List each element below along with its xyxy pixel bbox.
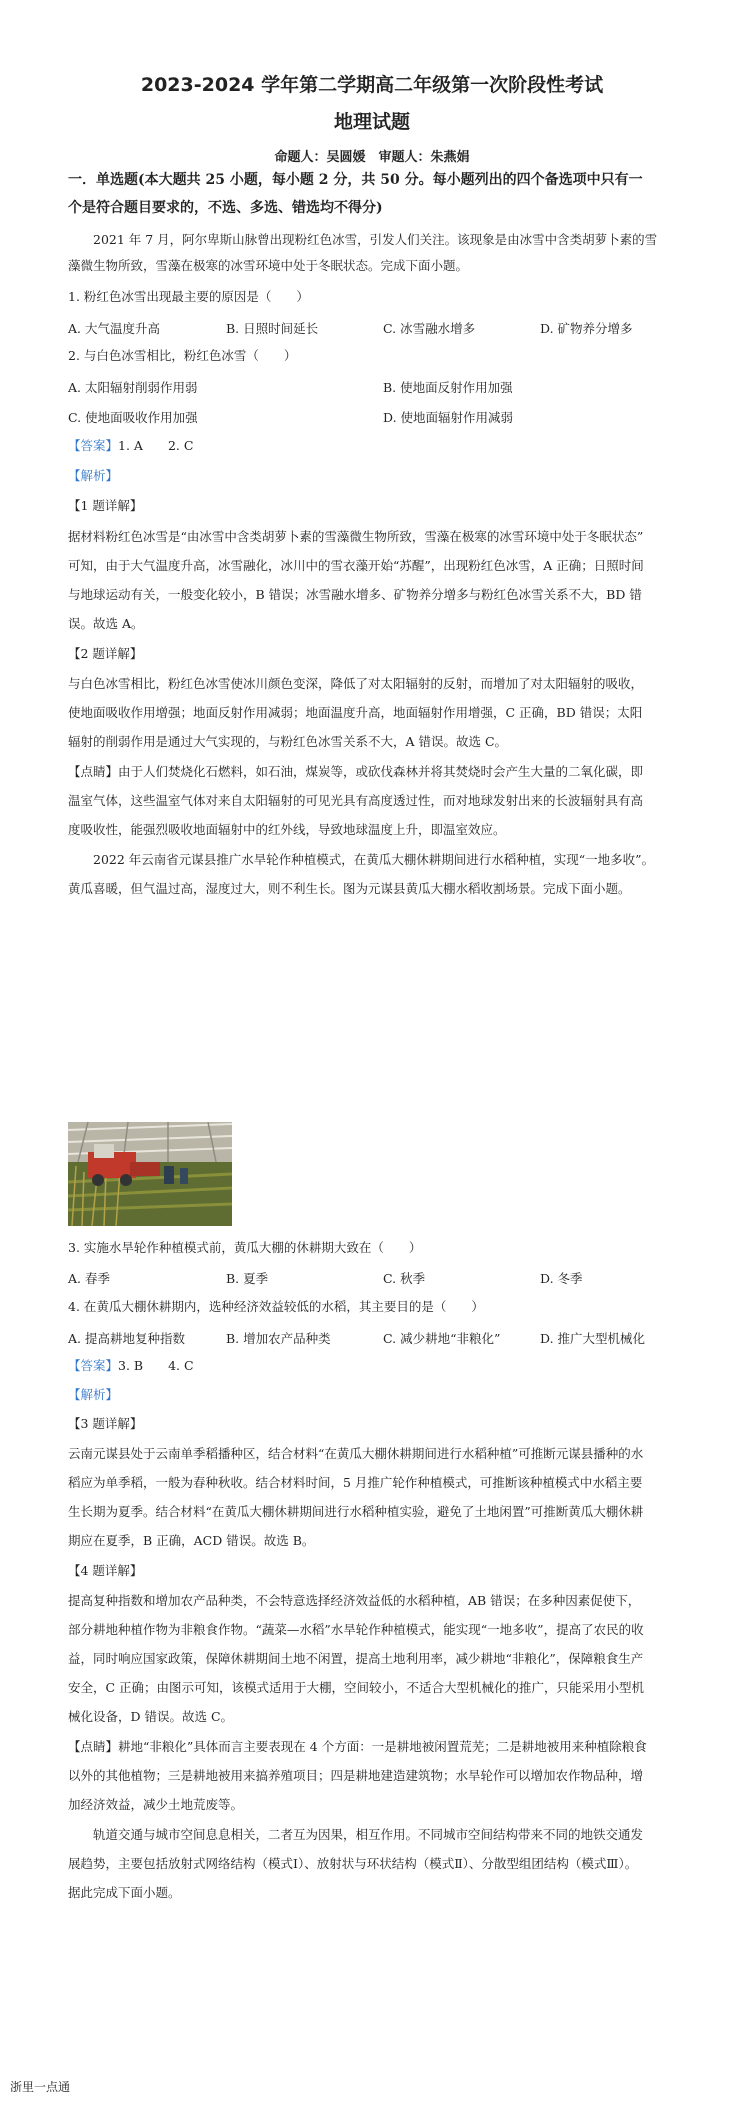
tip-1-line1	[68, 764, 643, 780]
detail-1-tag: 【1 题详解】	[68, 498, 143, 513]
tip-1-line2: 温室气体，这些温室气体对来自太阳辐射的可见光具有高度透过性，而对地球发射出来的长波辐射具有高	[68, 793, 644, 808]
detail-3-line2: 稻应为单季稻，一般为春种秋收。结合材料时间，5 月推广轮作种植模式，可推断该种植模式中水稻主要	[68, 1475, 643, 1490]
detail-2-line1: 与白色冰雪相比，粉红色冰雪使冰川颜色变深，降低了对太阳辐射的反射，而增加了对太阳辐射的吸收，	[68, 676, 644, 691]
detail-3-line4: 期应在夏季，B 正确，ACD 错误。故选 B。	[68, 1533, 315, 1548]
detail-2-line3: 辐射的削弱作用是通过大气实现的，与粉红色冰雪关系不大，A 错误。故选 C。	[68, 734, 508, 749]
passage2-line1: 2022 年云南省元谋县推广水旱轮作种植模式，在黄瓜大棚休耕期间进行水稻种植，实现“一地多收”。	[93, 852, 655, 867]
detail-1-line4: 误。故选 A。	[68, 616, 144, 631]
question-1-stem: 1. 粉红色冰雪出现最主要的原因是（ ）	[68, 289, 309, 304]
answer-text: 1. A 2. C	[118, 438, 194, 453]
tip-2-line1	[68, 1739, 647, 1755]
q3-option-d: D. 冬季	[540, 1271, 583, 1286]
answer-text: 3. B 4. C	[118, 1358, 194, 1373]
question-4-stem: 4. 在黄瓜大棚休耕期内，选种经济效益较低的水稻，其主要目的是（ ）	[68, 1299, 484, 1314]
passage2-line2: 黄瓜喜暖，但气温过高，湿度过大，则不利生长。图为元谋县黄瓜大棚水稻收割场景。完成下面小题。	[68, 881, 631, 896]
q2-option-d: D. 使地面辐射作用减弱	[383, 410, 514, 425]
answer-2	[68, 1358, 194, 1374]
footer-watermark: 浙里一点通	[10, 2080, 71, 2094]
detail-1-line2: 可知，由于大气温度升高，冰雪融化，冰川中的雪衣藻开始“苏醒”，出现粉红色冰雪，A 正确；日照时间	[68, 558, 644, 573]
tip-1-text: 由于人们焚烧化石燃料，如石油，煤炭等，或砍伐森林并将其焚烧时会产生大量的二氧化碳，即	[118, 764, 644, 779]
passage1-line1: 2021 年 7 月，阿尔卑斯山脉曾出现粉红色冰雪，引发人们关注。该现象是由冰雪中含类胡萝卜素的雪	[93, 232, 658, 247]
question-2-stem: 2. 与白色冰雪相比，粉红色冰雪（ ）	[68, 348, 297, 363]
answer-tag: 【答案】	[68, 438, 119, 453]
q4-option-b: B. 增加农产品种类	[226, 1331, 331, 1346]
q2-option-b: B. 使地面反射作用加强	[383, 380, 513, 395]
detail-3-tag: 【3 题详解】	[68, 1416, 143, 1431]
passage3-line1: 轨道交通与城市空间息息相关，二者互为因果，相互作用。不同城市空间结构带来不同的地铁交通发	[93, 1827, 644, 1842]
answer-1	[68, 438, 193, 454]
exam-title: 2023-2024 学年第二学期高二年级第一次阶段性考试	[140, 74, 604, 96]
detail-4-line2: 部分耕地种植作物为非粮食作物。“蔬菜—水稻”水旱轮作种植模式，能实现“一地多收”，提高了农民的收	[68, 1622, 644, 1637]
question-3-stem: 3. 实施水旱轮作种植模式前，黄瓜大棚的休耕期大致在（ ）	[68, 1240, 422, 1255]
detail-4-tag: 【4 题详解】	[68, 1563, 143, 1578]
detail-2-tag: 【2 题详解】	[68, 646, 143, 661]
section-heading-line1: 一．单选题(本大题共 25 小题，每小题 2 分，共 50 分。每小题列出的四个备选项中只有一	[68, 172, 643, 188]
q3-option-c: C. 秋季	[383, 1271, 426, 1286]
tip-tag: 【点睛】	[68, 1739, 119, 1754]
q4-option-a: A. 提高耕地复种指数	[68, 1331, 185, 1346]
section-heading-line2: 个是符合题目要求的，不选、多选、错选均不得分)	[68, 200, 383, 216]
detail-4-line3: 益，同时响应国家政策，保障休耕期间土地不闲置，提高土地利用率，减少耕地“非粮化”，保障粮食生产	[68, 1651, 644, 1666]
analysis-tag-2: 【解析】	[68, 1387, 119, 1402]
q4-option-d: D. 推广大型机械化	[540, 1331, 646, 1346]
tip-1-line3: 度吸收性，能强烈吸收地面辐射中的红外线，导致地球温度上升，即温室效应。	[68, 822, 506, 837]
q2-option-a: A. 太阳辐射削弱作用弱	[68, 380, 198, 395]
detail-3-line3: 生长期为夏季。结合材料“在黄瓜大棚休耕期间进行水稻种植实验，避免了土地闲置”可推断黄瓜大棚休耕	[68, 1504, 644, 1519]
authors-line: 命题人：吴圆媛 审题人：朱燕娟	[274, 150, 470, 165]
detail-4-line4: 安全，C 正确；由图示可知，该模式适用于大棚，空间较小，不适合大型机械化的推广，只能采用小型机	[68, 1680, 645, 1695]
detail-4-line1: 提高复种指数和增加农产品种类，不会特意选择经济效益低的水稻种植，AB 错误；在多种因素促使下，	[68, 1593, 641, 1608]
detail-3-line1: 云南元谋县处于云南单季稻播种区，结合材料“在黄瓜大棚休耕期间进行水稻种植”可推断元谋县播种的水	[68, 1446, 644, 1461]
tip-2-line2: 以外的其他植物；三是耕地被用来搞养殖项目；四是耕地建造建筑物；水旱轮作可以增加农作物品种，增	[68, 1768, 644, 1783]
analysis-tag-1: 【解析】	[68, 468, 119, 483]
greenhouse-rice-harvest-photo	[68, 1122, 232, 1226]
tip-2-line3: 加经济效益，减少土地荒废等。	[68, 1797, 244, 1812]
q3-option-b: B. 夏季	[226, 1271, 269, 1286]
q4-option-c: C. 减少耕地“非粮化”	[383, 1331, 501, 1346]
detail-1-line3: 与地球运动有关，一般变化较小，B 错误；冰雪融水增多、矿物养分增多与粉红色冰雪关系不大，BD 错	[68, 587, 642, 602]
detail-1-line1: 据材料粉红色冰雪是“由冰雪中含类胡萝卜素的雪藻微生物所致，雪藻在极寒的冰雪环境中处于冬眠状态”	[68, 529, 644, 544]
q1-option-c: C. 冰雪融水增多	[383, 321, 476, 336]
tip-2-text: 耕地“非粮化”具体而言主要表现在 4 个方面：一是耕地被闲置荒芜；二是耕地被用来种植除粮食	[118, 1739, 647, 1754]
q1-option-b: B. 日照时间延长	[226, 321, 319, 336]
detail-4-line5: 械化设备，D 错误。故选 C。	[68, 1709, 234, 1724]
passage3-line3: 据此完成下面小题。	[68, 1885, 181, 1900]
q2-option-c: C. 使地面吸收作用加强	[68, 410, 198, 425]
tip-tag: 【点睛】	[68, 764, 119, 779]
q1-option-d: D. 矿物养分增多	[540, 321, 633, 336]
answer-tag: 【答案】	[68, 1358, 119, 1373]
q3-option-a: A. 春季	[68, 1271, 110, 1286]
exam-subtitle: 地理试题	[333, 111, 410, 133]
detail-2-line2: 使地面吸收作用增强；地面反射作用减弱；地面温度升高，地面辐射作用增强，C 正确，BD 错误；太阳	[68, 705, 643, 720]
passage3-line2: 展趋势，主要包括放射式网络结构（模式Ⅰ）、放射状与环状结构（模式Ⅱ）、分散型组团结构（模式Ⅲ）。	[68, 1856, 638, 1871]
passage1-line2: 藻微生物所致，雪藻在极寒的冰雪环境中处于冬眠状态。完成下面小题。	[68, 258, 469, 273]
q1-option-a: A. 大气温度升高	[68, 321, 160, 336]
